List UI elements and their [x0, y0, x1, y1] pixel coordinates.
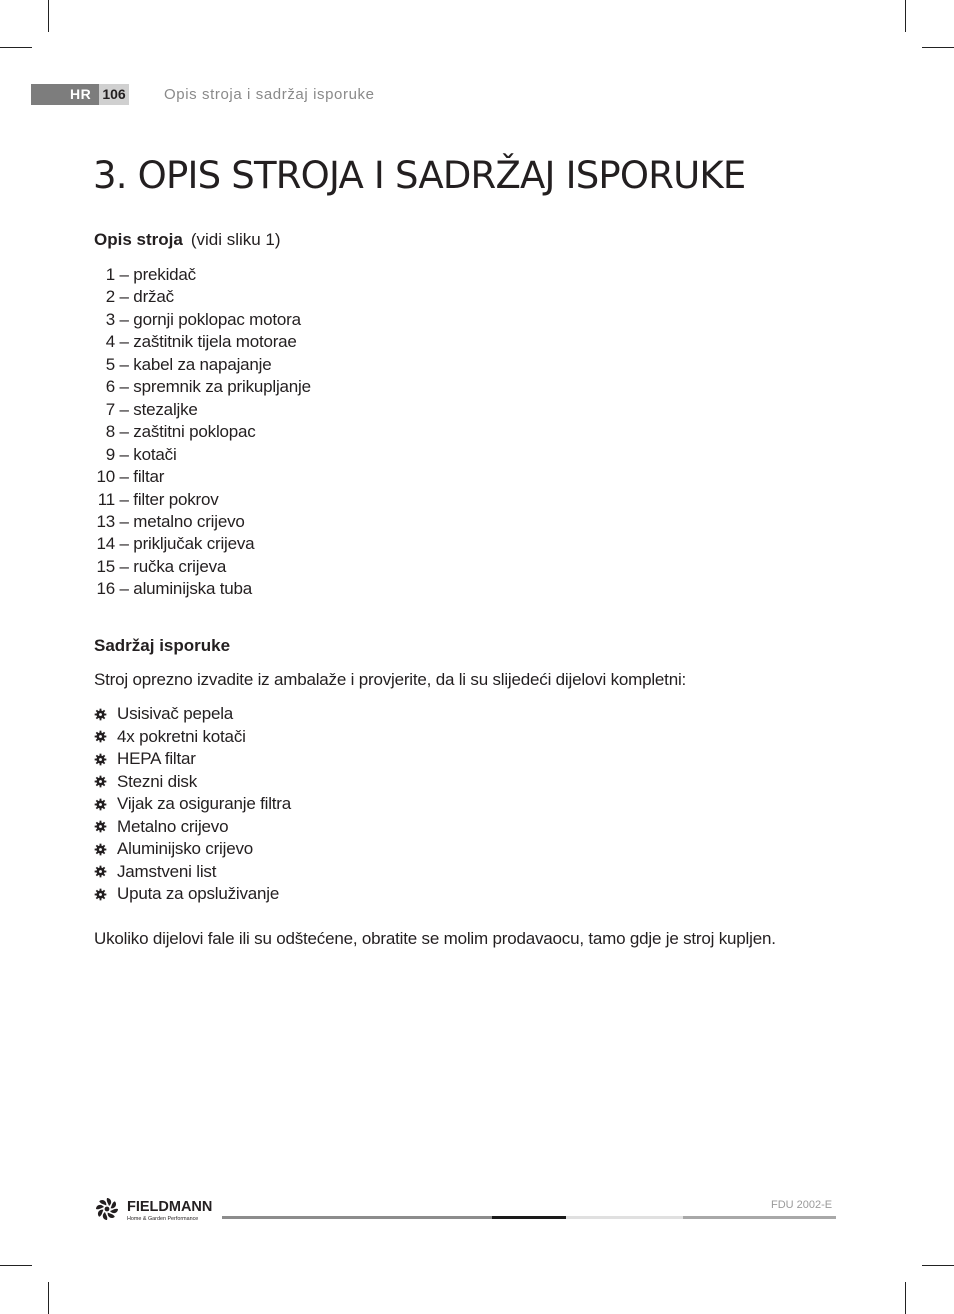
delivery-item: Metalno crijevo — [94, 816, 291, 839]
gear-bullet-icon — [94, 843, 107, 856]
delivery-items-list — [94, 703, 291, 906]
part-item: 10 – filtar — [96, 467, 165, 487]
gear-bullet-icon — [94, 775, 107, 788]
part-item: 2 – držač — [105, 287, 174, 307]
crop-mark — [905, 0, 906, 32]
part-item: 16 – aluminijska tuba — [96, 579, 253, 599]
crop-mark — [0, 1265, 32, 1266]
part-item: 5 – kabel za napajanje — [105, 354, 272, 374]
crop-mark — [0, 47, 32, 48]
delivery-item: Aluminijsko crijevo — [94, 838, 291, 861]
gear-bullet-icon — [94, 820, 107, 833]
gear-bullet-icon — [94, 708, 107, 721]
gear-bullet-icon — [94, 730, 107, 743]
gear-bullet-icon — [94, 753, 107, 766]
part-item: 11 – filter pokrov — [97, 489, 219, 509]
delivery-item: Stezni disk — [94, 771, 291, 794]
header-page-number: 106 — [102, 86, 126, 102]
delivery-item: HEPA filtar — [94, 748, 291, 771]
delivery-item: Usisivač pepela — [94, 703, 291, 726]
delivery-intro: Stroj oprezno izvadite iz ambalaže i provjerite, da li su slijedeći dijelovi kompletni: — [94, 670, 687, 689]
fieldmann-logo-icon — [94, 1193, 222, 1225]
crop-mark — [905, 1282, 906, 1314]
part-item: 9 – kotači — [105, 444, 177, 464]
delivery-item: Jamstveni list — [94, 861, 291, 884]
gear-bullet-icon — [94, 888, 107, 901]
footer-rule — [683, 1216, 836, 1219]
header-running-title: Opis stroja i sadržaj isporuke — [164, 86, 375, 103]
part-item: 4 – zaštitnik tijela motorae — [105, 332, 297, 352]
crop-mark — [48, 1282, 49, 1314]
delivery-item: Vijak za osiguranje filtra — [94, 793, 291, 816]
part-item: 3 – gornji poklopac motora — [105, 309, 301, 329]
header-language-code: HR — [70, 86, 92, 102]
part-item: 7 – stezaljke — [105, 399, 198, 419]
brand-tagline: Home & Garden Performance — [127, 1216, 199, 1222]
gear-bullet-icon — [94, 798, 107, 811]
footer-rule — [566, 1216, 683, 1219]
part-item: 6 – spremnik za prikupljanje — [105, 377, 311, 397]
machine-heading-note: (vidi sliku 1) — [190, 230, 281, 249]
delivery-section-heading — [94, 636, 230, 656]
page-title: 3. OPIS STROJA I SADRŽAJ ISPORUKE — [93, 154, 746, 197]
crop-mark — [922, 47, 954, 48]
parts-list — [95, 264, 311, 601]
delivery-heading-text: Sadržaj isporuke — [94, 636, 231, 655]
crop-mark — [48, 0, 49, 32]
footer-rule — [492, 1216, 566, 1219]
part-item: 8 – zaštitni poklopac — [105, 422, 256, 442]
part-item: 15 – ručka crijeva — [96, 556, 227, 576]
footer-model-code: FDU 2002-E — [771, 1199, 833, 1211]
delivery-item: 4x pokretni kotači — [94, 726, 291, 749]
crop-mark — [922, 1265, 954, 1266]
brand-name: FIELDMANN — [127, 1199, 213, 1215]
part-item: 14 – priključak crijeva — [96, 534, 255, 554]
machine-heading-text: Opis stroja — [94, 230, 183, 249]
part-item: 1 – prekidač — [105, 265, 196, 284]
closing-paragraph: Ukoliko dijelovi fale ili su odštećene, obratite se molim prodavaocu, tamo gdje je stroj kupljen. — [94, 929, 776, 948]
part-item: 13 – metalno crijevo — [96, 511, 245, 531]
machine-section-heading — [94, 230, 281, 250]
footer-rule — [222, 1216, 492, 1219]
delivery-item: Uputa za opsluživanje — [94, 883, 291, 906]
gear-bullet-icon — [94, 865, 107, 878]
